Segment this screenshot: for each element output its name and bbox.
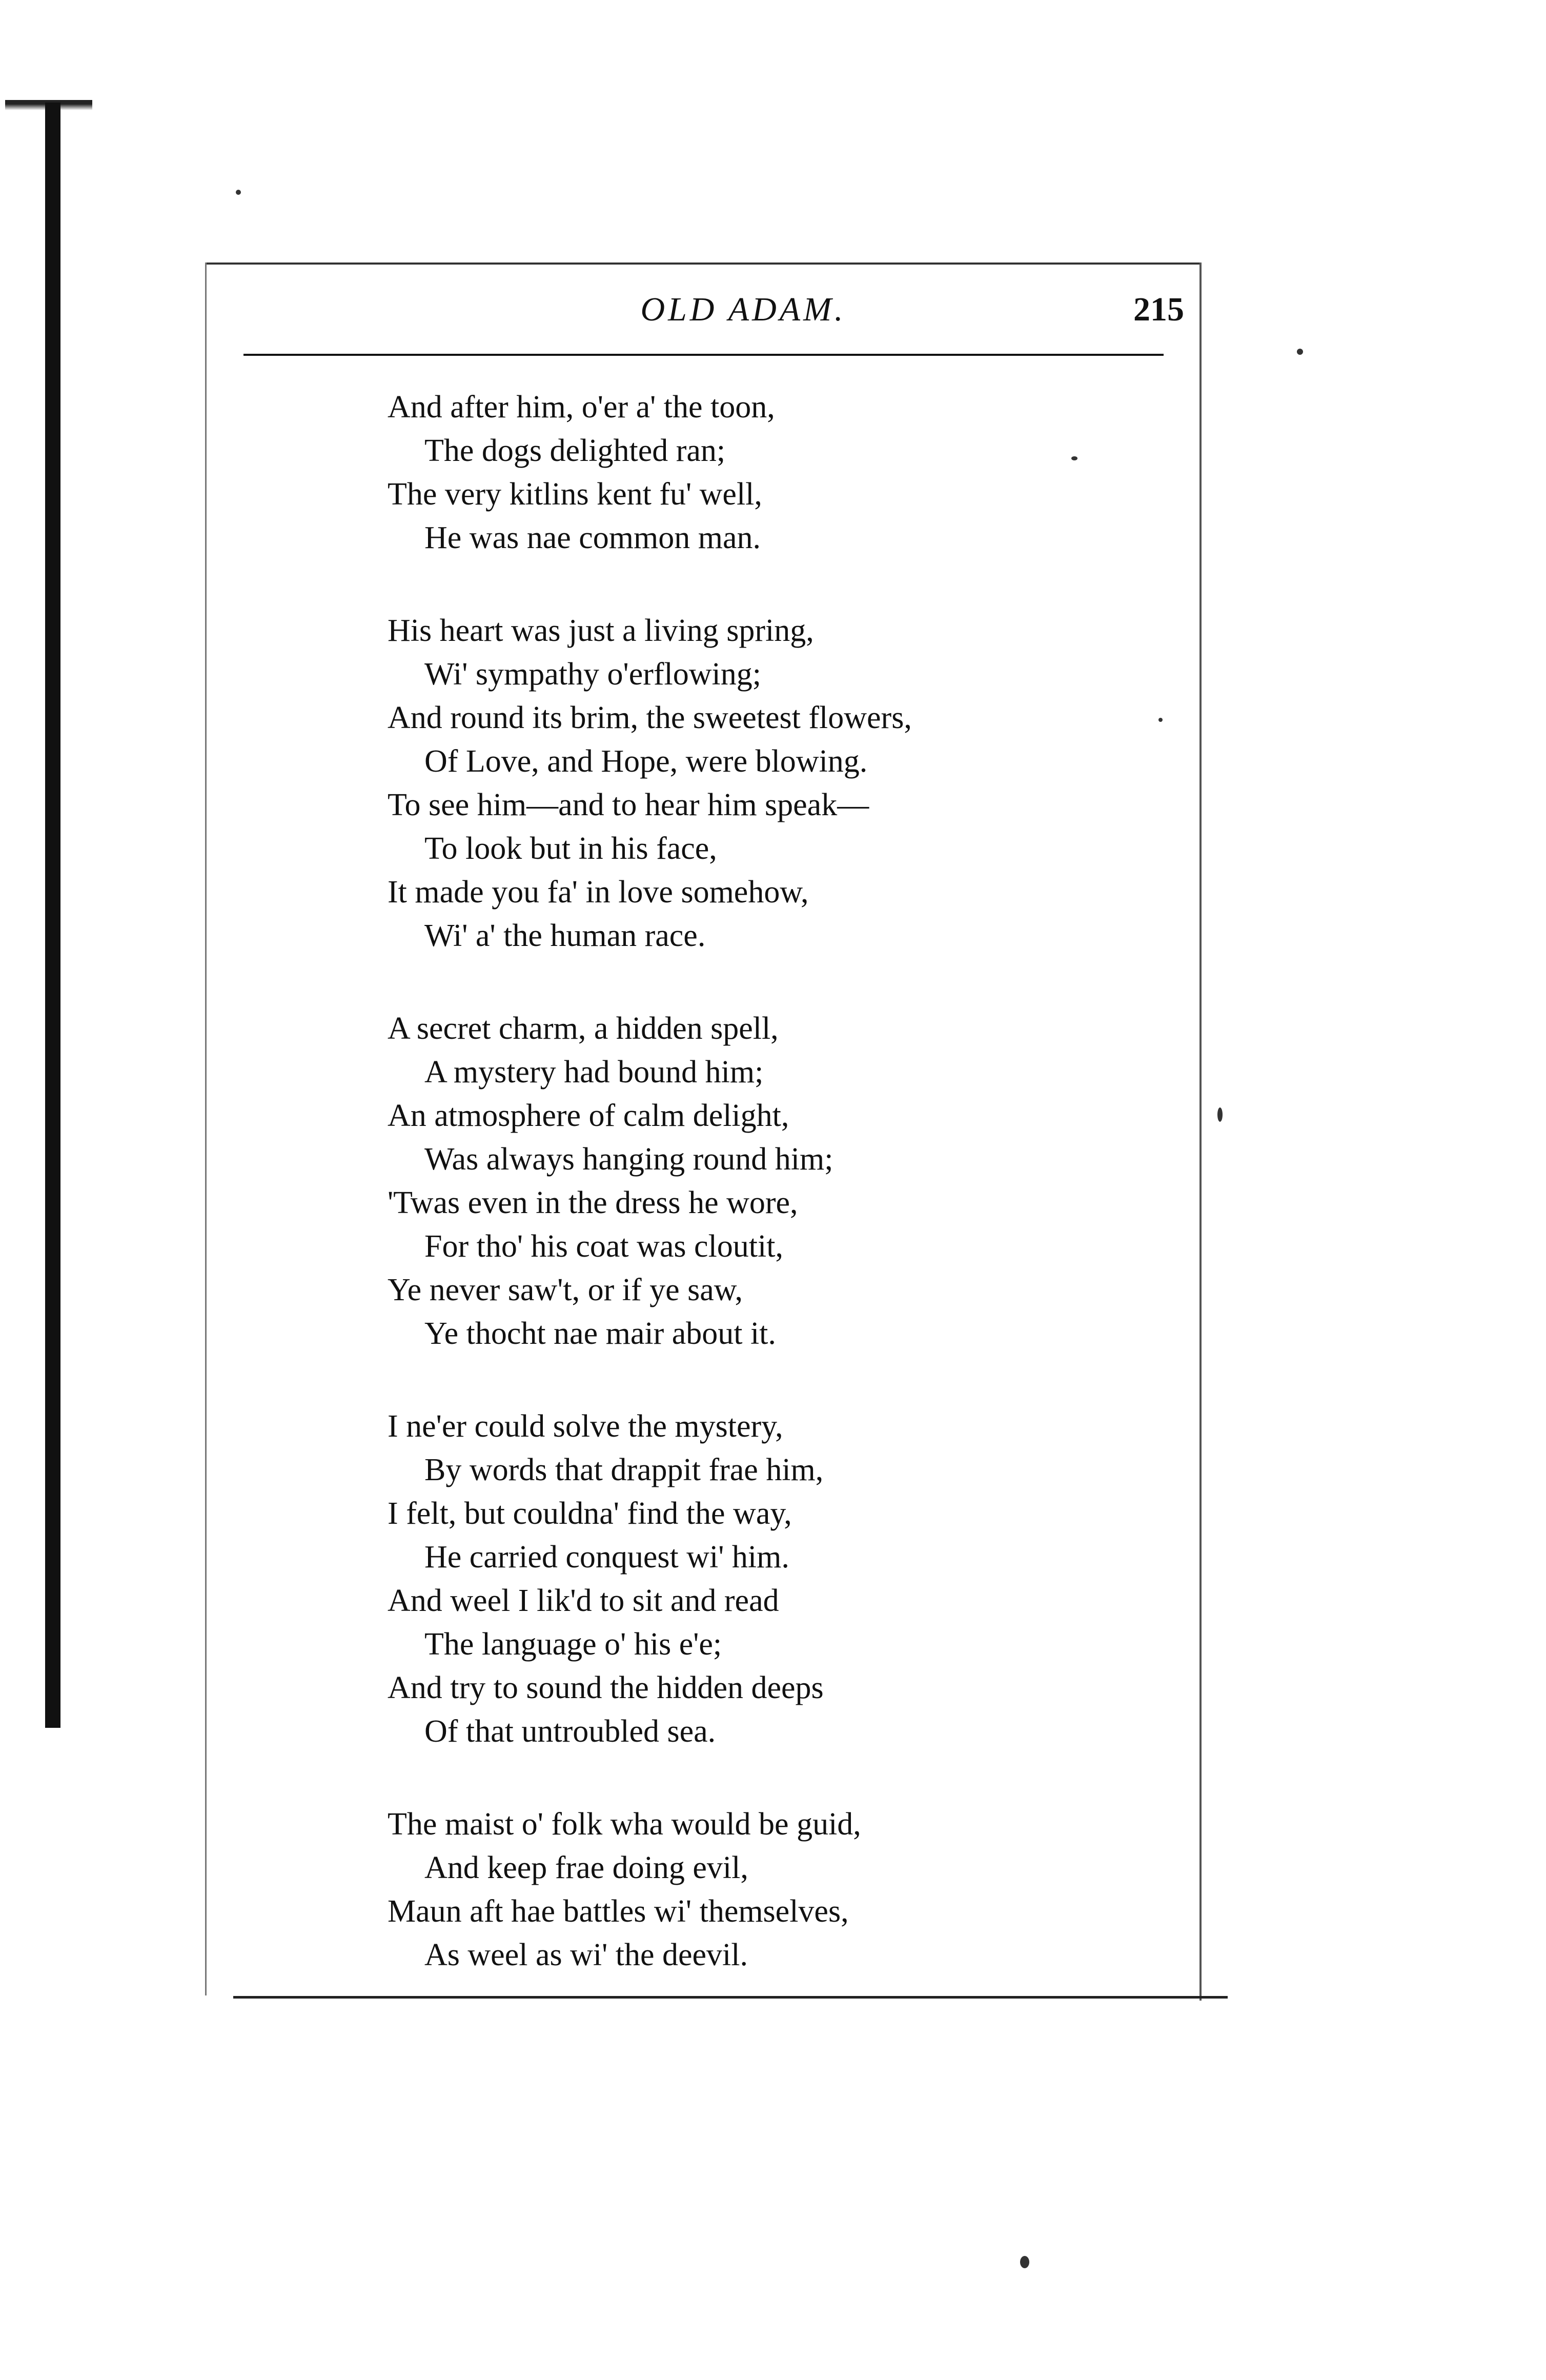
stanza-1	[388, 386, 1156, 560]
poem-line: Wi' sympathy o'erflowing;	[424, 657, 761, 692]
poem-line: Wi' a' the human race.	[424, 918, 706, 953]
scan-speck	[236, 190, 241, 195]
poem-line: A mystery had bound him;	[424, 1055, 764, 1090]
poem-line: Was always hanging round him;	[424, 1142, 833, 1177]
scan-speck	[1217, 1107, 1223, 1122]
poem-line: An atmosphere of calm delight,	[388, 1098, 789, 1133]
page-number: 215	[1133, 291, 1184, 328]
scan-speck	[1297, 349, 1303, 355]
stanza-3	[388, 1007, 1156, 1356]
poem-line: The very kitlins kent fu' well,	[388, 477, 762, 512]
poem-line: And after him, o'er a' the toon,	[388, 390, 775, 425]
binding-edge	[45, 103, 60, 1728]
poem-line: His heart was just a living spring,	[388, 613, 814, 648]
poem-line: Of that untroubled sea.	[424, 1714, 716, 1749]
poem-line: For tho' his coat was cloutit,	[424, 1229, 783, 1264]
stanza-5	[388, 1803, 1156, 1977]
poem-line: I felt, but couldna' find the way,	[388, 1496, 792, 1531]
poem-line: The dogs delighted ran;	[424, 433, 726, 468]
poem-line: By words that drappit frae him,	[424, 1453, 824, 1487]
poem-line: Ye never saw't, or if ye saw,	[388, 1273, 743, 1307]
poem-line: 'Twas even in the dress he wore,	[388, 1185, 798, 1220]
stanza-2	[388, 609, 1156, 958]
poem-line: Maun aft hae battles wi' themselves,	[388, 1894, 849, 1929]
poem-line: Ye thocht nae mair about it.	[424, 1316, 776, 1351]
running-title: OLD ADAM.	[640, 291, 846, 328]
poem-line: And try to sound the hidden deeps	[388, 1670, 824, 1705]
poem-line: To look but in his face,	[424, 831, 717, 866]
poem-line: I ne'er could solve the mystery,	[388, 1409, 783, 1444]
poem-line: As weel as wi' the deevil.	[424, 1938, 748, 1972]
poem-line: The language o' his e'e;	[424, 1627, 722, 1662]
page-frame-left	[205, 263, 207, 1995]
poem-line: It made you fa' in love somehow,	[388, 875, 809, 910]
scan-speck	[1071, 456, 1077, 460]
stanza-4	[388, 1405, 1156, 1753]
poem-line: He was nae common man.	[424, 520, 761, 555]
poem-line: And round its brim, the sweetest flowers,	[388, 700, 912, 735]
poem-line: He carried conquest wi' him.	[424, 1540, 789, 1575]
header-rule	[243, 354, 1164, 356]
page-frame-right	[1199, 263, 1202, 2001]
poem-line: A secret charm, a hidden spell,	[388, 1011, 779, 1046]
poem-line: Of Love, and Hope, were blowing.	[424, 744, 868, 779]
poem-line: And keep frae doing evil,	[424, 1850, 748, 1885]
poem-body	[388, 386, 1156, 2026]
poem-line: To see him—and to hear him speak—	[388, 788, 869, 822]
poem-line: The maist o' folk wha would be guid,	[388, 1807, 861, 1842]
scan-speck	[1020, 2256, 1029, 2268]
page-frame-top	[205, 263, 1199, 265]
scan-speck	[1158, 718, 1163, 722]
poem-line: And weel I lik'd to sit and read	[388, 1583, 779, 1618]
